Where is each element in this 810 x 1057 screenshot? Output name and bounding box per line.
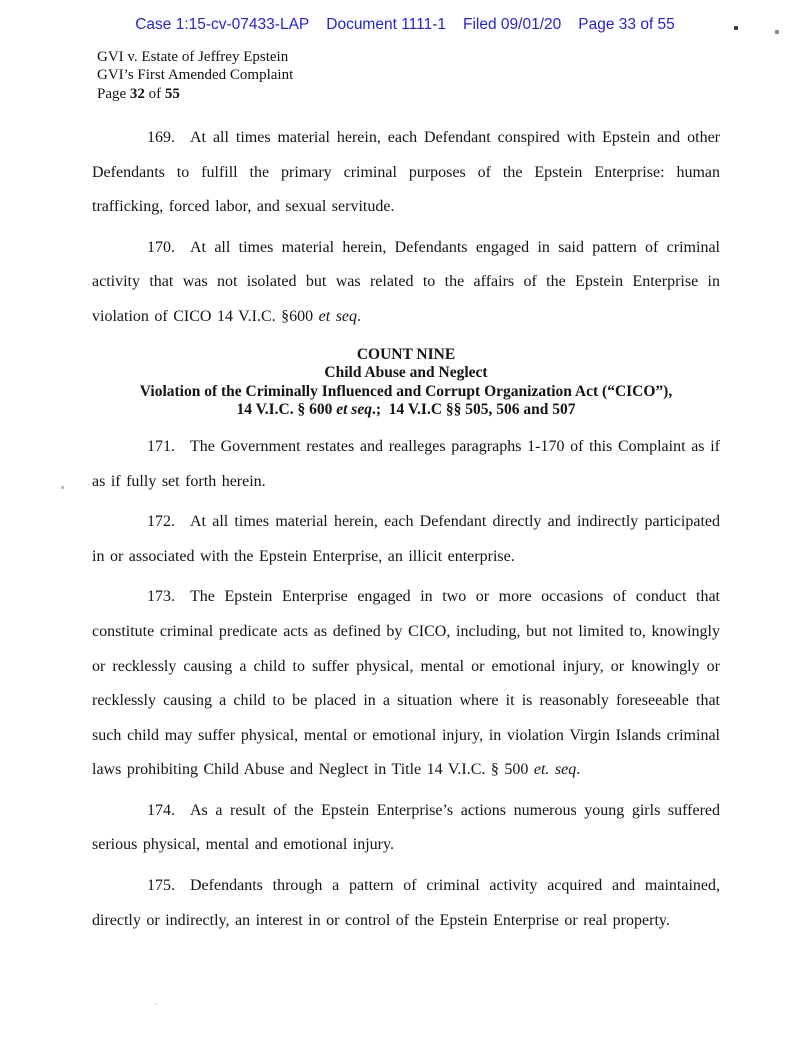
paragraph-number: 173.: [147, 588, 175, 606]
count-violation-line: Violation of the Criminally Influenced and Corrupt Organization Act (“CICO”),: [139, 382, 673, 400]
paragraph-173: [92, 580, 720, 788]
paragraph-number: 171.: [147, 437, 175, 455]
stamp-filed-date: Filed 09/01/20: [463, 16, 562, 33]
paragraph-text: Defendants through a pattern of criminal activity acquired and maintained, directly or indirectly, an interest in or control of the Epstein Enterprise or real property.: [92, 877, 720, 929]
statute-text: .; 14 V.I.C §§ 505, 506 and 507: [371, 401, 576, 419]
stamp-document-number: Document 1111-1: [326, 16, 447, 33]
paragraph-number: 175.: [147, 877, 175, 895]
caption-page-line: [97, 85, 293, 103]
case-caption: [97, 48, 293, 103]
paragraph-text: .: [576, 761, 581, 779]
paragraph-text: At all times material herein, each Defendant directly and indirectly participated in or associated with the Epstein Enterprise, an illicit enterprise.: [92, 513, 720, 565]
document-body: [92, 121, 720, 944]
paragraph-number: 174.: [147, 801, 175, 819]
count-nine-heading: [92, 346, 720, 420]
paragraph-text: .: [357, 307, 362, 325]
paragraph-174: [92, 794, 720, 863]
caption-page-total: 55: [164, 85, 180, 102]
scan-artifact-speck: [154, 1003, 157, 1005]
latin-phrase: et. seq: [533, 761, 577, 779]
paragraph-171: [92, 430, 720, 499]
paragraph-text: As a result of the Epstein Enterprise’s actions numerous young girls suffered serious physical, mental and emotional injury.: [92, 801, 720, 854]
count-subtitle: Child Abuse and Neglect: [324, 364, 488, 382]
stamp-case-number: Case 1:15-cv-07433-LAP: [135, 16, 310, 33]
caption-page-number: 32: [129, 85, 145, 102]
scan-artifact-speck: [775, 30, 779, 34]
caption-page-prefix: Page: [97, 85, 130, 102]
caption-case-title: GVI v. Estate of Jeffrey Epstein: [97, 49, 289, 65]
paragraph-172: [92, 505, 720, 574]
caption-page-of: of: [144, 85, 165, 102]
count-statute-line: [92, 401, 720, 420]
paragraph-text: At all times material herein, each Defendant conspired with Epstein and other Defendants to fulfill the primary criminal purposes of the Epstein Enterprise: human trafficking, forced labor, and sexual servitude.: [92, 129, 720, 216]
scan-artifact-speck: [734, 26, 738, 30]
statute-text: 14 V.I.C. § 600: [236, 401, 337, 419]
stamp-page-number: Page 33 of 55: [578, 16, 675, 33]
paragraph-number: 170.: [147, 238, 175, 256]
paragraph-175: [92, 869, 720, 938]
paragraph-text: The Government restates and realleges paragraphs 1-170 of this Complaint as if as if fully set forth herein.: [92, 437, 720, 490]
paragraph-170: [92, 231, 720, 335]
count-title: COUNT NINE: [356, 345, 456, 363]
caption-document-title: GVI’s First Amended Complaint: [97, 67, 294, 84]
latin-phrase: et seq: [336, 401, 372, 419]
paragraph-number: 169.: [147, 129, 175, 146]
paragraph-text: The Epstein Enterprise engaged in two or more occasions of conduct that constitute criminal predicate acts as defined by CICO, including, but not limited to, knowingly or recklessly causing a child to suffer physical, mental or emotional injury, or knowingly or recklessly causing a child to be placed in a situation where it is reasonably foreseeable that such child may suffer physical, mental or emotional injury, in violation Virgin Islands criminal laws prohibiting Child Abuse and Neglect in Title 14 V.I.C. § 500: [92, 588, 720, 779]
paragraph-number: 172.: [147, 513, 175, 531]
scan-artifact-speck: [61, 486, 64, 489]
paragraph-text: At all times material herein, Defendants engaged in said pattern of criminal activity that was not isolated but was related to the affairs of the Epstein Enterprise in violation of CICO 14 V.I.C. §600: [92, 238, 720, 325]
latin-phrase: et seq: [318, 307, 358, 325]
court-filing-stamp: [0, 16, 810, 34]
paragraph-169: [92, 121, 720, 225]
